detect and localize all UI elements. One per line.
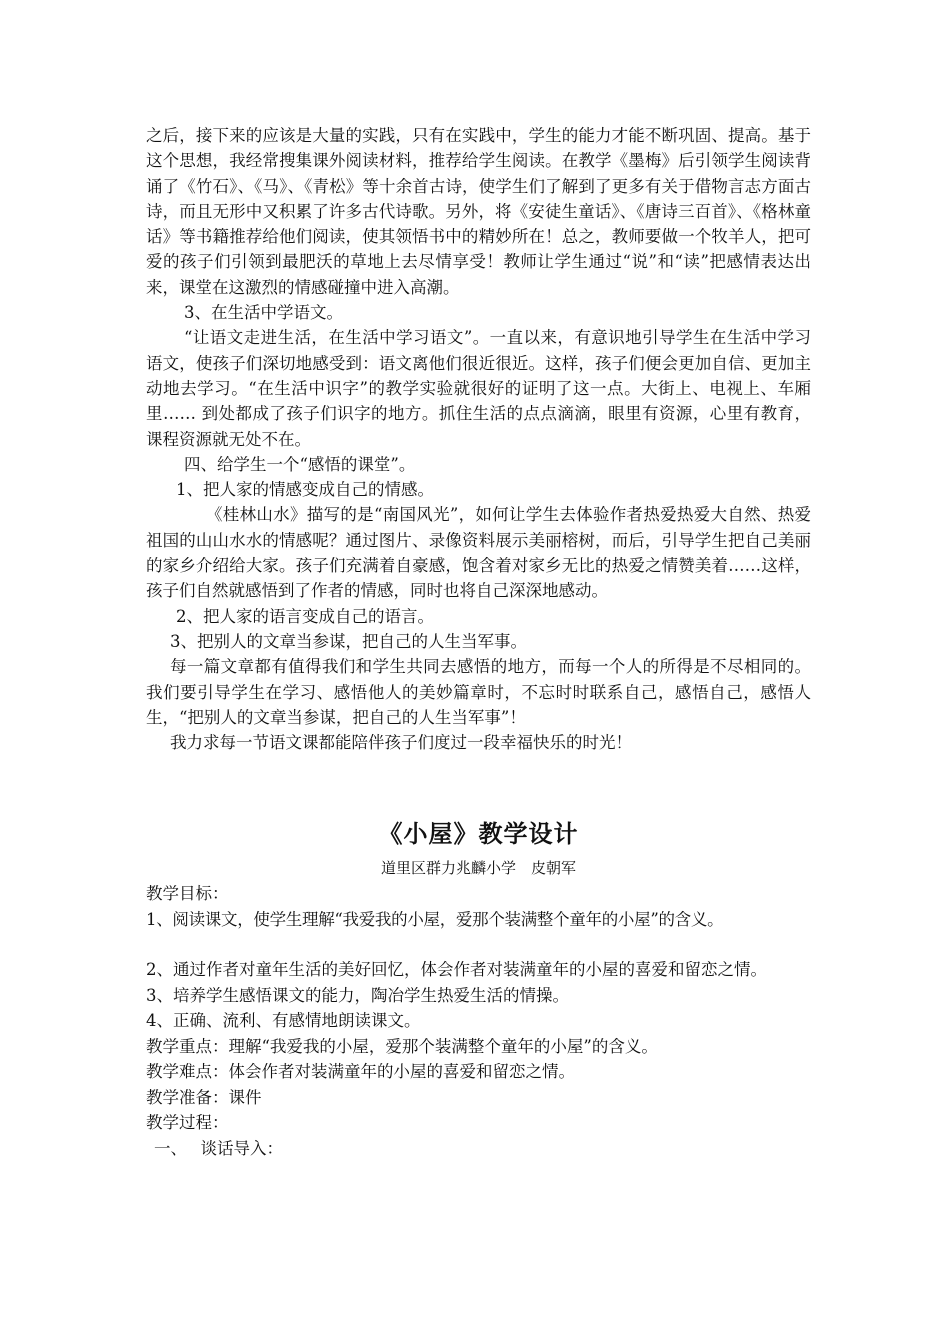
lesson-title: 《小屋》教学设计 xyxy=(378,819,579,849)
paragraph-guilin: 《桂林山水》描写的是“南国风光”，如何让学生去体验作者热爱热爱大自然、热爱祖国的山山水水的情感呢？通过图片、录像资料展示美丽榕树，而后，引导学生把自己美丽的家乡介绍给大家。孩子们充满着自豪感，饱含着对家乡无比的热爱之情赞美着……这样，孩子们自然就感悟到了作者的情感，同时也将自己深深地感动。 xyxy=(146,505,811,601)
goals-heading: 教学目标： xyxy=(146,884,229,904)
heading-language: 2、把人家的语言变成自己的语言。 xyxy=(176,606,434,626)
paragraph-reference: 每一篇文章都有值得我们和学生共同去感悟的地方，而每一个人的所得是不尽相同的。我们要引导学生在学习、感悟他人的美妙篇章时，不忘时时联系自己，感悟自己，感悟人生，“把别人的文章当参谋，把自己的人生当军事”！ xyxy=(146,657,811,727)
goal-3: 3、培养学生感悟课文的能力，陶冶学生热爱生活的情操。 xyxy=(146,985,569,1005)
key-point: 教学重点：理解“我爱我的小屋，爱那个装满整个童年的小屋”的含义。 xyxy=(146,1036,658,1056)
goal-1: 1、阅读课文，使学生理解“我爱我的小屋，爱那个装满整个童年的小屋”的含义。 xyxy=(146,909,724,929)
essay-section xyxy=(146,123,811,755)
goal-4: 4、正确、流利、有感情地朗读课文。 xyxy=(146,1011,421,1031)
heading-emotion: 1、把人家的情感变成自己的情感。 xyxy=(176,480,434,500)
process-heading: 教学过程： xyxy=(146,1113,229,1133)
heading-insight-classroom: 四、给学生一个“感悟的课堂”。 xyxy=(184,454,416,474)
lesson-plan-section xyxy=(146,817,811,1161)
lesson-author: 道里区群力兆麟小学 皮朝军 xyxy=(380,859,576,878)
document-page xyxy=(146,123,811,1161)
preparation: 教学准备：课件 xyxy=(146,1087,262,1107)
paragraph-life-learning: “让语文走进生活，在生活中学习语文”。一直以来，有意识地引导学生在生活中学习语文，使孩子们深切地感受到：语文离他们很近很近。这样，孩子们便会更加自信、更加主动地去学习。“在生活中识字”的教学实验就很好的证明了这一点。大街上、电视上、车厢里…… 到处都成了孩子们识字的地方。抓住生活的点点滴滴，眼里有资源，心里有教育，课程资源就无处不在。 xyxy=(146,328,811,449)
difficulty: 教学难点：体会作者对装满童年的小屋的喜爱和留恋之情。 xyxy=(146,1062,575,1082)
paragraph-closing: 我力求每一节语文课都能陪伴孩子们度过一段幸福快乐的时光！ xyxy=(170,733,632,753)
heading-reference: 3、把别人的文章当参谋，把自己的人生当军事。 xyxy=(170,631,527,651)
paragraph-practice: 之后，接下来的应该是大量的实践，只有在实践中，学生的能力才能不断巩固、提高。基于这个思想，我经常搜集课外阅读材料，推荐给学生阅读。在教学《墨梅》后引领学生阅读背诵了《竹石》、《马》、《青松》等十余首古诗，使学生们了解到了更多有关于借物言志方面古诗，而且无形中又积累了许多古代诗歌。另外，将《安徒生童话》、《唐诗三百首》、《格林童话》等书籍推荐给他们阅读，使其领悟书中的精妙所在！总之，教师要做一个牧羊人，把可爱的孩子们引领到最肥沃的草地上去尽情享受！教师让学生通过“说”和“读”把感情表达出来，课堂在这激烈的情感碰撞中进入高潮。 xyxy=(146,126,811,297)
goal-2: 2、通过作者对童年生活的美好回忆，体会作者对装满童年的小屋的喜爱和留恋之情。 xyxy=(146,960,767,980)
heading-life-learning: 3、在生活中学语文。 xyxy=(184,303,343,323)
step-1: 一、 谈话导入： xyxy=(154,1138,283,1158)
